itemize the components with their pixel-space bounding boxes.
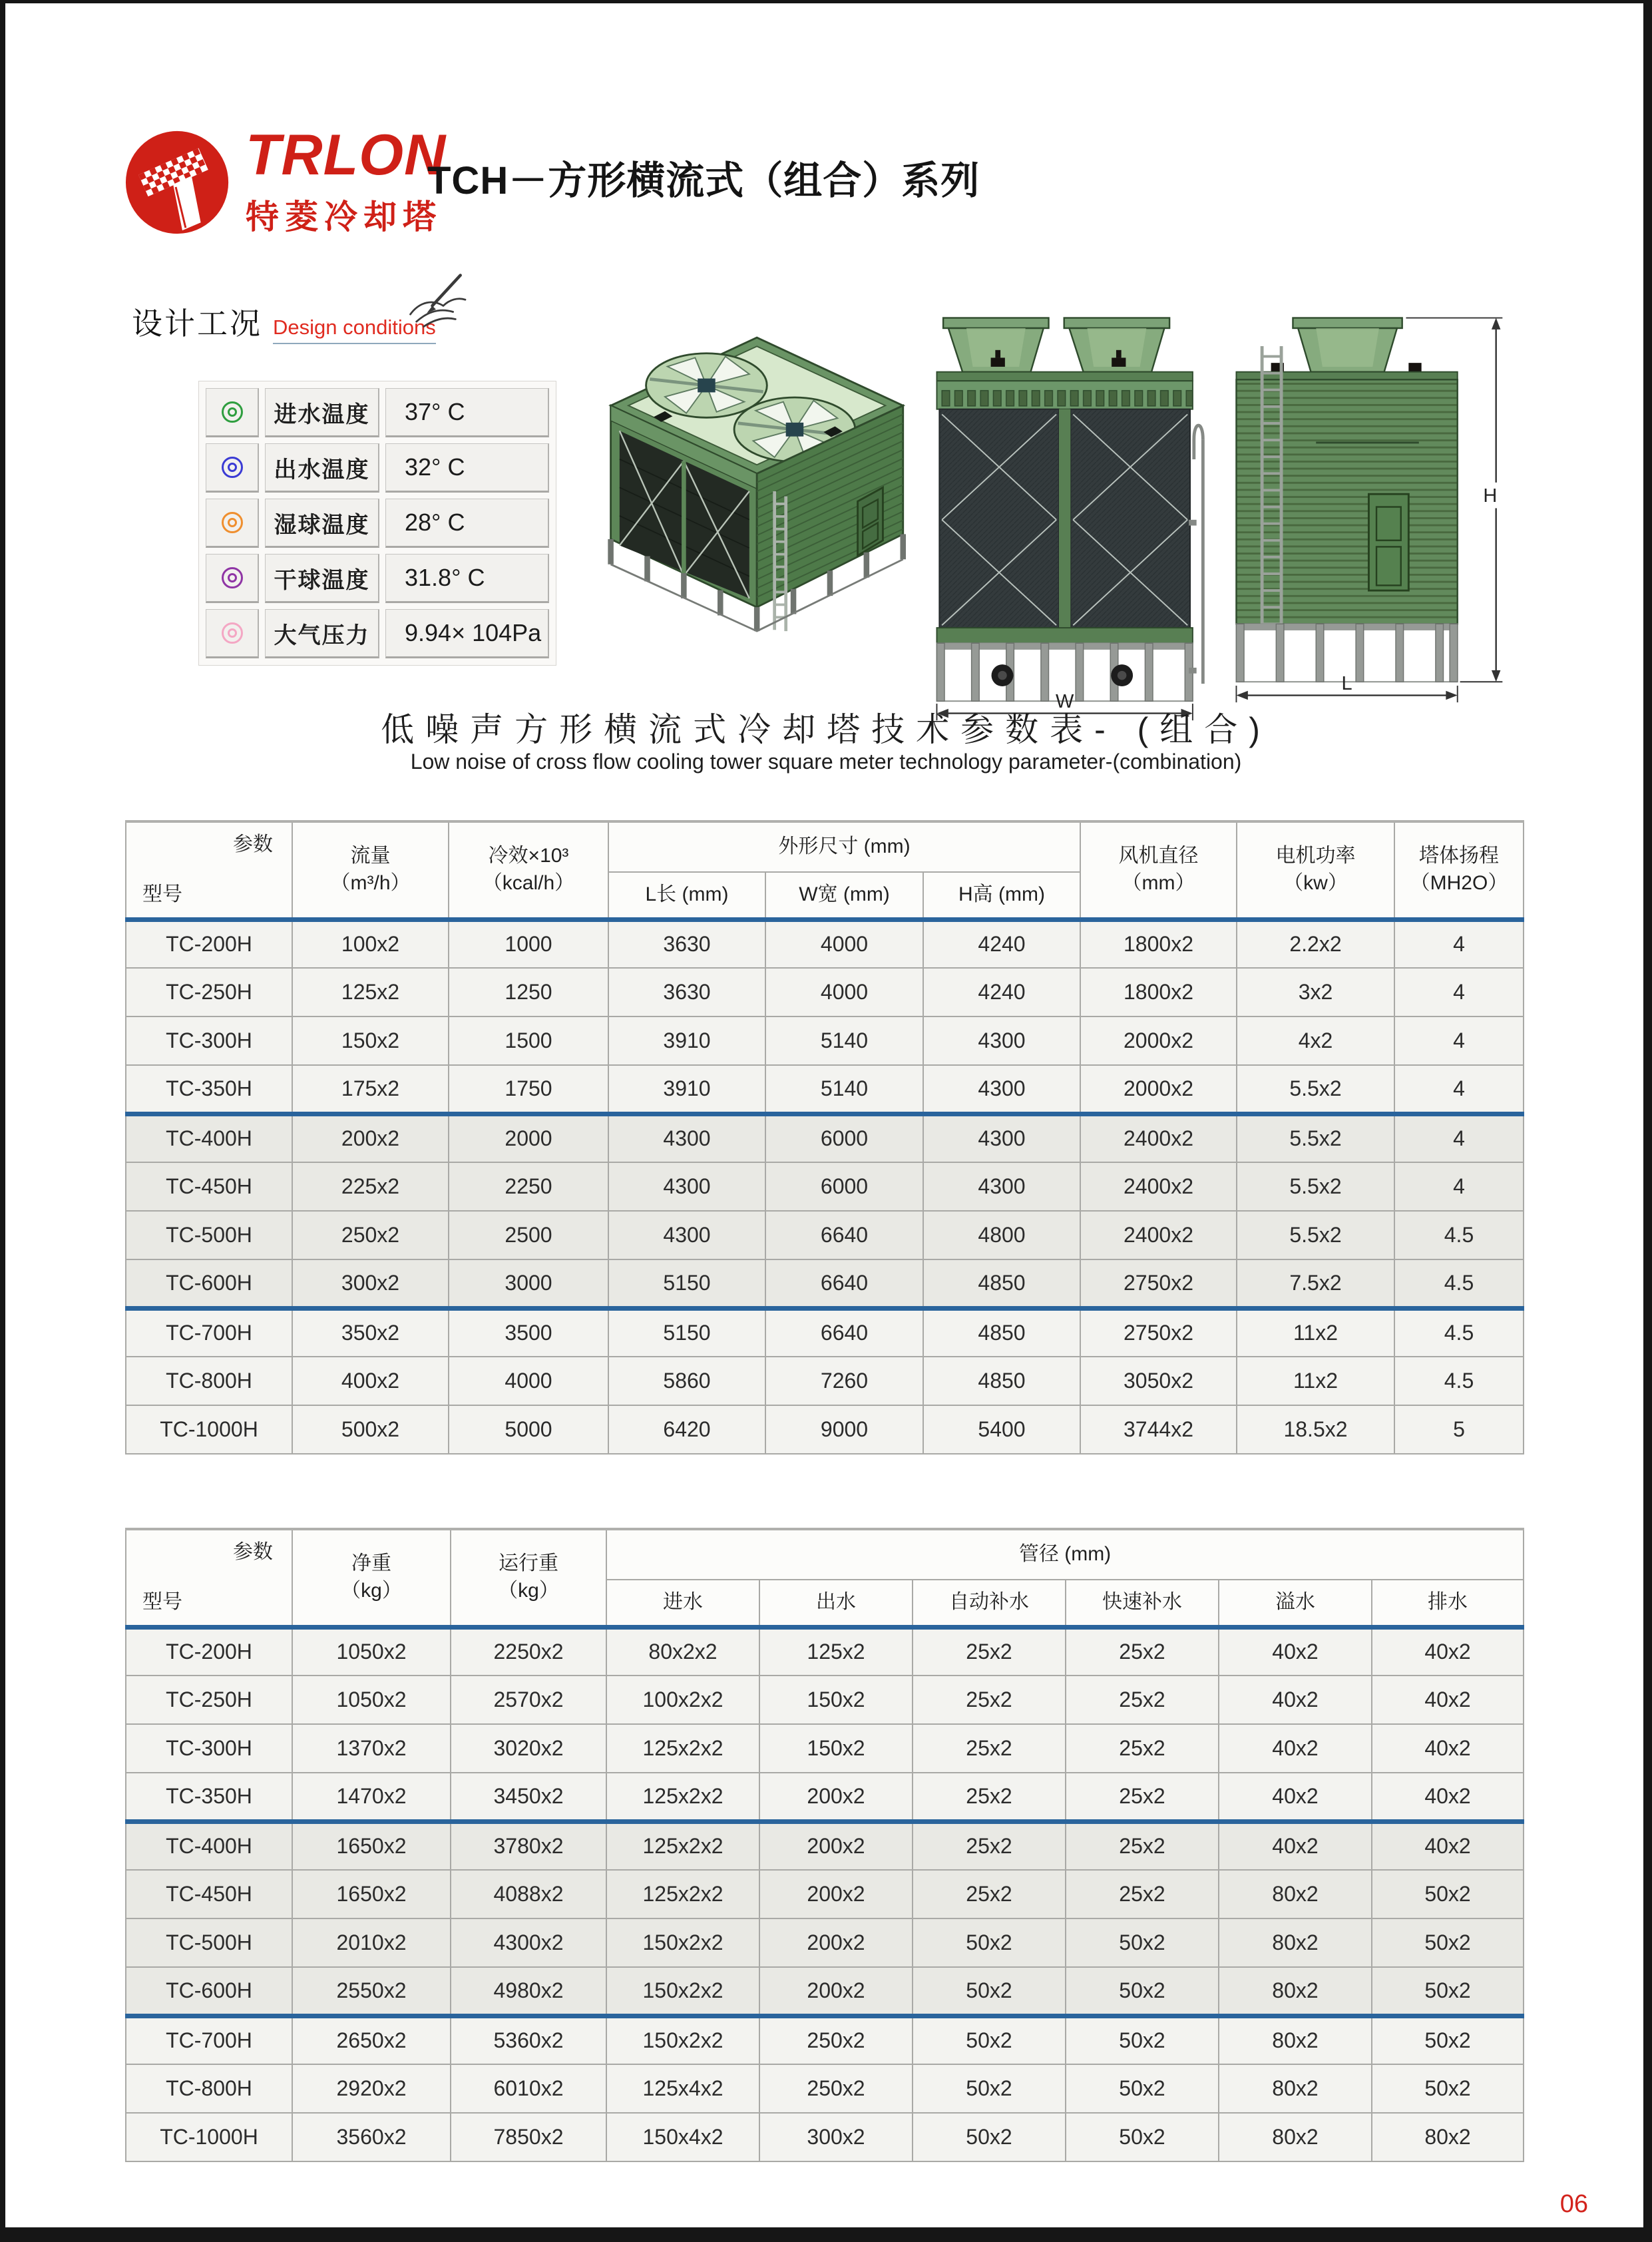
value-cell: 2250x2	[451, 1627, 606, 1676]
value-cell: 40x2	[1372, 1821, 1524, 1870]
target-icon	[206, 554, 259, 603]
value-cell: 4300	[608, 1162, 765, 1211]
col-header-drain: 排水	[1372, 1580, 1524, 1627]
value-cell: 2650x2	[292, 2016, 451, 2064]
value-cell: 11x2	[1237, 1308, 1394, 1357]
table-row	[126, 1405, 1524, 1454]
value-cell: 50x2	[1372, 1967, 1524, 2016]
value-cell: 2400x2	[1080, 1211, 1237, 1259]
value-cell: 1500	[449, 1016, 608, 1065]
value-cell: 250x2	[292, 1211, 449, 1259]
corner-model-label: 型号	[142, 883, 182, 905]
value-cell: 18.5x2	[1237, 1405, 1394, 1454]
spec-table-dimensions	[125, 820, 1524, 1455]
value-cell: 40x2	[1372, 1724, 1524, 1773]
target-icon	[206, 443, 259, 493]
condition-label: 出水温度	[265, 443, 379, 493]
target-icon	[206, 609, 259, 658]
value-cell: 125x2x2	[606, 1821, 759, 1870]
col-header-flow: 流量 （m³/h）	[292, 821, 449, 919]
value-cell: 25x2	[1066, 1676, 1219, 1724]
value-cell: 400x2	[292, 1357, 449, 1405]
value-cell: 3780x2	[451, 1821, 606, 1870]
condition-label: 进水温度	[265, 388, 379, 437]
table-row	[126, 1162, 1524, 1211]
value-cell: 25x2	[913, 1724, 1066, 1773]
value-cell: 5140	[765, 1065, 923, 1114]
value-cell: 2000	[449, 1114, 608, 1162]
value-cell: 1000	[449, 919, 608, 968]
value-cell: 125x4x2	[606, 2064, 759, 2113]
value-cell: 200x2	[759, 1918, 913, 1967]
value-cell: 4300	[608, 1114, 765, 1162]
value-cell: 4850	[923, 1259, 1080, 1308]
isometric-tower-drawing	[562, 280, 955, 632]
corner-param-label: 参数	[233, 1541, 273, 1563]
value-cell: 225x2	[292, 1162, 449, 1211]
value-cell: 1650x2	[292, 1821, 451, 1870]
condition-label: 大气压力	[265, 609, 379, 658]
value-cell: 3910	[608, 1016, 765, 1065]
value-cell: 5400	[923, 1405, 1080, 1454]
value-cell: 2570x2	[451, 1676, 606, 1724]
model-cell: TC-350H	[126, 1773, 292, 1821]
value-cell: 1250	[449, 968, 608, 1016]
value-cell: 25x2	[913, 1676, 1066, 1724]
value-cell: 1650x2	[292, 1870, 451, 1918]
table-row	[126, 1259, 1524, 1308]
value-cell: 7850x2	[451, 2113, 606, 2161]
brand-name: TRLON	[246, 123, 447, 187]
value-cell: 200x2	[759, 1967, 913, 2016]
value-cell: 40x2	[1219, 1724, 1372, 1773]
value-cell: 200x2	[759, 1821, 913, 1870]
value-cell: 4.5	[1394, 1211, 1524, 1259]
table-row	[126, 919, 1524, 968]
table-row	[126, 1967, 1524, 2016]
page-title: TCH－方形横流式（组合）系列	[427, 159, 980, 202]
value-cell: 4300	[923, 1162, 1080, 1211]
value-cell: 200x2	[759, 1773, 913, 1821]
value-cell: 2920x2	[292, 2064, 451, 2113]
value-cell: 250x2	[759, 2016, 913, 2064]
model-cell: TC-200H	[126, 919, 292, 968]
value-cell: 5860	[608, 1357, 765, 1405]
value-cell: 1800x2	[1080, 968, 1237, 1016]
value-cell: 25x2	[1066, 1627, 1219, 1676]
value-cell: 50x2	[913, 2016, 1066, 2064]
value-cell: 5000	[449, 1405, 608, 1454]
value-cell: 150x2x2	[606, 1967, 759, 2016]
page-number: 06	[1559, 2190, 1588, 2218]
value-cell: 7.5x2	[1237, 1259, 1394, 1308]
value-cell: 150x2	[759, 1724, 913, 1773]
value-cell: 50x2	[1066, 2016, 1219, 2064]
value-cell: 7260	[765, 1357, 923, 1405]
condition-value: 28° C	[385, 499, 549, 548]
model-cell: TC-450H	[126, 1162, 292, 1211]
col-header-inlet: 进水	[606, 1580, 759, 1627]
value-cell: 5150	[608, 1259, 765, 1308]
value-cell: 4	[1394, 1162, 1524, 1211]
condition-row	[206, 443, 549, 493]
value-cell: 25x2	[913, 1821, 1066, 1870]
model-cell: TC-400H	[126, 1821, 292, 1870]
value-cell: 4240	[923, 968, 1080, 1016]
brand-name-cn: 特菱冷却塔	[246, 198, 442, 236]
value-cell: 150x4x2	[606, 2113, 759, 2161]
value-cell: 4x2	[1237, 1016, 1394, 1065]
value-cell: 50x2	[913, 2064, 1066, 2113]
col-header-dimensions-group: 外形尺寸 (mm)	[608, 821, 1080, 872]
value-cell: 40x2	[1372, 1676, 1524, 1724]
value-cell: 4.5	[1394, 1308, 1524, 1357]
value-cell: 175x2	[292, 1065, 449, 1114]
model-cell: TC-250H	[126, 1676, 292, 1724]
value-cell: 3500	[449, 1308, 608, 1357]
value-cell: 50x2	[1066, 2113, 1219, 2161]
value-cell: 5.5x2	[1237, 1065, 1394, 1114]
value-cell: 350x2	[292, 1308, 449, 1357]
condition-row	[206, 554, 549, 603]
value-cell: 25x2	[1066, 1724, 1219, 1773]
model-cell: TC-300H	[126, 1016, 292, 1065]
col-header-motor-power: 电机功率 （kw）	[1237, 821, 1394, 919]
value-cell: 150x2x2	[606, 2016, 759, 2064]
table-row	[126, 1724, 1524, 1773]
model-cell: TC-600H	[126, 1967, 292, 2016]
value-cell: 200x2	[759, 1870, 913, 1918]
value-cell: 25x2	[1066, 1870, 1219, 1918]
value-cell: 125x2	[292, 968, 449, 1016]
table-row	[126, 1211, 1524, 1259]
value-cell: 6640	[765, 1211, 923, 1259]
value-cell: 4000	[449, 1357, 608, 1405]
value-cell: 2750x2	[1080, 1308, 1237, 1357]
table-row	[126, 1627, 1524, 1676]
side-view-drawing	[1226, 308, 1509, 726]
section-title-en: Low noise of cross flow cooling tower square meter technology parameter-(combination)	[410, 750, 1242, 774]
value-cell: 4	[1394, 919, 1524, 968]
value-cell: 300x2	[292, 1259, 449, 1308]
value-cell: 4240	[923, 919, 1080, 968]
value-cell: 1050x2	[292, 1676, 451, 1724]
model-cell: TC-200H	[126, 1627, 292, 1676]
col-header-length: L长 (mm)	[608, 872, 765, 919]
value-cell: 5140	[765, 1016, 923, 1065]
col-header-fan-diameter: 风机直径 （mm）	[1080, 821, 1237, 919]
value-cell: 25x2	[913, 1627, 1066, 1676]
value-cell: 50x2	[1372, 2064, 1524, 2113]
col-header-quick-makeup: 快速补水	[1066, 1580, 1219, 1627]
value-cell: 6640	[765, 1259, 923, 1308]
value-cell: 4800	[923, 1211, 1080, 1259]
value-cell: 6640	[765, 1308, 923, 1357]
value-cell: 25x2	[913, 1773, 1066, 1821]
value-cell: 3744x2	[1080, 1405, 1237, 1454]
value-cell: 5	[1394, 1405, 1524, 1454]
value-cell: 3910	[608, 1065, 765, 1114]
condition-value: 37° C	[385, 388, 549, 437]
value-cell: 4300	[923, 1016, 1080, 1065]
value-cell: 4300	[923, 1065, 1080, 1114]
value-cell: 4300	[608, 1211, 765, 1259]
model-cell: TC-500H	[126, 1918, 292, 1967]
table-row	[126, 1870, 1524, 1918]
value-cell: 2400x2	[1080, 1114, 1237, 1162]
value-cell: 4.5	[1394, 1259, 1524, 1308]
value-cell: 80x2	[1219, 2016, 1372, 2064]
model-cell: TC-600H	[126, 1259, 292, 1308]
value-cell: 4000	[765, 968, 923, 1016]
col-header-auto-makeup: 自动补水	[913, 1580, 1066, 1627]
front-view-drawing	[927, 308, 1209, 726]
table-row	[126, 2064, 1524, 2113]
condition-value: 32° C	[385, 443, 549, 493]
dimension-h-label: H	[1483, 485, 1498, 507]
table-row	[126, 968, 1524, 1016]
value-cell: 6010x2	[451, 2064, 606, 2113]
value-cell: 500x2	[292, 1405, 449, 1454]
table-row	[126, 1308, 1524, 1357]
corner-header	[126, 821, 292, 919]
corner-header	[126, 1529, 292, 1627]
value-cell: 80x2	[1372, 2113, 1524, 2161]
model-cell: TC-350H	[126, 1065, 292, 1114]
value-cell: 2250	[449, 1162, 608, 1211]
model-cell: TC-1000H	[126, 1405, 292, 1454]
value-cell: 4000	[765, 919, 923, 968]
model-cell: TC-300H	[126, 1724, 292, 1773]
condition-value: 31.8° C	[385, 554, 549, 603]
condition-value: 9.94× 104Pa	[385, 609, 549, 658]
value-cell: 6420	[608, 1405, 765, 1454]
value-cell: 3x2	[1237, 968, 1394, 1016]
value-cell: 300x2	[759, 2113, 913, 2161]
value-cell: 5360x2	[451, 2016, 606, 2064]
value-cell: 2750x2	[1080, 1259, 1237, 1308]
value-cell: 5150	[608, 1308, 765, 1357]
table-row	[126, 1357, 1524, 1405]
value-cell: 80x2	[1219, 1918, 1372, 1967]
value-cell: 80x2	[1219, 2064, 1372, 2113]
design-conditions-cn: 设计工况	[132, 306, 262, 341]
value-cell: 2010x2	[292, 1918, 451, 1967]
table-row	[126, 1821, 1524, 1870]
value-cell: 3630	[608, 919, 765, 968]
value-cell: 5.5x2	[1237, 1114, 1394, 1162]
trlon-logo-icon	[123, 126, 235, 238]
corner-model-label: 型号	[142, 1591, 182, 1613]
model-cell: TC-450H	[126, 1870, 292, 1918]
value-cell: 3050x2	[1080, 1357, 1237, 1405]
corner-param-label: 参数	[233, 833, 273, 855]
value-cell: 150x2	[759, 1676, 913, 1724]
value-cell: 125x2x2	[606, 1724, 759, 1773]
value-cell: 4850	[923, 1357, 1080, 1405]
condition-row	[206, 609, 549, 658]
value-cell: 40x2	[1219, 1821, 1372, 1870]
value-cell: 125x2	[759, 1627, 913, 1676]
value-cell: 150x2x2	[606, 1918, 759, 1967]
value-cell: 50x2	[1066, 1967, 1219, 2016]
value-cell: 9000	[765, 1405, 923, 1454]
value-cell: 40x2	[1219, 1773, 1372, 1821]
value-cell: 3020x2	[451, 1724, 606, 1773]
value-cell: 5.5x2	[1237, 1162, 1394, 1211]
value-cell: 50x2	[913, 1918, 1066, 1967]
value-cell: 4	[1394, 968, 1524, 1016]
value-cell: 3560x2	[292, 2113, 451, 2161]
value-cell: 25x2	[1066, 1821, 1219, 1870]
model-cell: TC-400H	[126, 1114, 292, 1162]
table-row	[126, 2016, 1524, 2064]
value-cell: 1750	[449, 1065, 608, 1114]
value-cell: 50x2	[1372, 1918, 1524, 1967]
target-icon	[206, 499, 259, 548]
value-cell: 100x2x2	[606, 1676, 759, 1724]
col-header-net-weight: 净重 （kg）	[292, 1529, 451, 1627]
value-cell: 2000x2	[1080, 1065, 1237, 1114]
value-cell: 5.5x2	[1237, 1211, 1394, 1259]
model-cell: TC-1000H	[126, 2113, 292, 2161]
col-header-cooling: 冷效×10³ （kcal/h）	[449, 821, 608, 919]
value-cell: 40x2	[1372, 1773, 1524, 1821]
value-cell: 40x2	[1219, 1627, 1372, 1676]
value-cell: 2.2x2	[1237, 919, 1394, 968]
col-header-head: 塔体扬程 （MH2O）	[1394, 821, 1524, 919]
design-conditions-panel	[198, 381, 556, 666]
dimension-w-label: W	[1055, 690, 1074, 712]
value-cell: 25x2	[1066, 1773, 1219, 1821]
value-cell: 40x2	[1219, 1676, 1372, 1724]
col-header-pipe-group: 管径 (mm)	[606, 1529, 1524, 1580]
model-cell: TC-800H	[126, 1357, 292, 1405]
value-cell: 50x2	[1066, 2064, 1219, 2113]
model-cell: TC-700H	[126, 2016, 292, 2064]
value-cell: 4850	[923, 1308, 1080, 1357]
value-cell: 2000x2	[1080, 1016, 1237, 1065]
value-cell: 150x2	[292, 1016, 449, 1065]
value-cell: 11x2	[1237, 1357, 1394, 1405]
value-cell: 4088x2	[451, 1870, 606, 1918]
value-cell: 100x2	[292, 919, 449, 968]
value-cell: 125x2x2	[606, 1870, 759, 1918]
value-cell: 4	[1394, 1065, 1524, 1114]
col-header-width: W宽 (mm)	[765, 872, 923, 919]
value-cell: 4.5	[1394, 1357, 1524, 1405]
design-conditions-en: Design conditions	[273, 316, 436, 344]
condition-row	[206, 499, 549, 548]
value-cell: 1370x2	[292, 1724, 451, 1773]
table-row	[126, 1773, 1524, 1821]
table-row	[126, 1065, 1524, 1114]
value-cell: 2550x2	[292, 1967, 451, 2016]
table-row	[126, 2113, 1524, 2161]
dimension-l-label: L	[1341, 672, 1352, 694]
condition-label: 干球温度	[265, 554, 379, 603]
value-cell: 1050x2	[292, 1627, 451, 1676]
target-icon	[206, 388, 259, 437]
value-cell: 2400x2	[1080, 1162, 1237, 1211]
value-cell: 50x2	[913, 1967, 1066, 2016]
table-row	[126, 1114, 1524, 1162]
value-cell: 3630	[608, 968, 765, 1016]
hand-pen-icon	[399, 268, 473, 334]
value-cell: 4	[1394, 1114, 1524, 1162]
value-cell: 80x2	[1219, 1870, 1372, 1918]
value-cell: 250x2	[759, 2064, 913, 2113]
value-cell: 50x2	[913, 2113, 1066, 2161]
value-cell: 80x2	[1219, 1967, 1372, 2016]
model-cell: TC-500H	[126, 1211, 292, 1259]
model-cell: TC-800H	[126, 2064, 292, 2113]
value-cell: 6000	[765, 1114, 923, 1162]
condition-row	[206, 388, 549, 437]
section-title-cn: 低噪声方形横流式冷却塔技术参数表- (组合)	[381, 711, 1271, 748]
col-header-overflow: 溢水	[1219, 1580, 1372, 1627]
design-conditions-heading	[132, 300, 436, 344]
table-row	[126, 1676, 1524, 1724]
model-cell: TC-700H	[126, 1308, 292, 1357]
condition-label: 湿球温度	[265, 499, 379, 548]
value-cell: 4980x2	[451, 1967, 606, 2016]
value-cell: 25x2	[913, 1870, 1066, 1918]
value-cell: 50x2	[1066, 1918, 1219, 1967]
value-cell: 6000	[765, 1162, 923, 1211]
value-cell: 4300	[923, 1114, 1080, 1162]
value-cell: 4300x2	[451, 1918, 606, 1967]
value-cell: 200x2	[292, 1114, 449, 1162]
value-cell: 125x2x2	[606, 1773, 759, 1821]
col-header-operating-weight: 运行重 （kg）	[451, 1529, 606, 1627]
brand-logo	[123, 123, 447, 238]
col-header-height: H高 (mm)	[923, 872, 1080, 919]
model-cell: TC-250H	[126, 968, 292, 1016]
value-cell: 3000	[449, 1259, 608, 1308]
value-cell: 80x2x2	[606, 1627, 759, 1676]
value-cell: 80x2	[1219, 2113, 1372, 2161]
table-row	[126, 1016, 1524, 1065]
value-cell: 3450x2	[451, 1773, 606, 1821]
table-row	[126, 1918, 1524, 1967]
value-cell: 1800x2	[1080, 919, 1237, 968]
value-cell: 40x2	[1372, 1627, 1524, 1676]
col-header-outlet: 出水	[759, 1580, 913, 1627]
value-cell: 1470x2	[292, 1773, 451, 1821]
value-cell: 50x2	[1372, 2016, 1524, 2064]
spec-table-weights-pipes	[125, 1528, 1524, 2162]
value-cell: 4	[1394, 1016, 1524, 1065]
value-cell: 2500	[449, 1211, 608, 1259]
value-cell: 50x2	[1372, 1870, 1524, 1918]
